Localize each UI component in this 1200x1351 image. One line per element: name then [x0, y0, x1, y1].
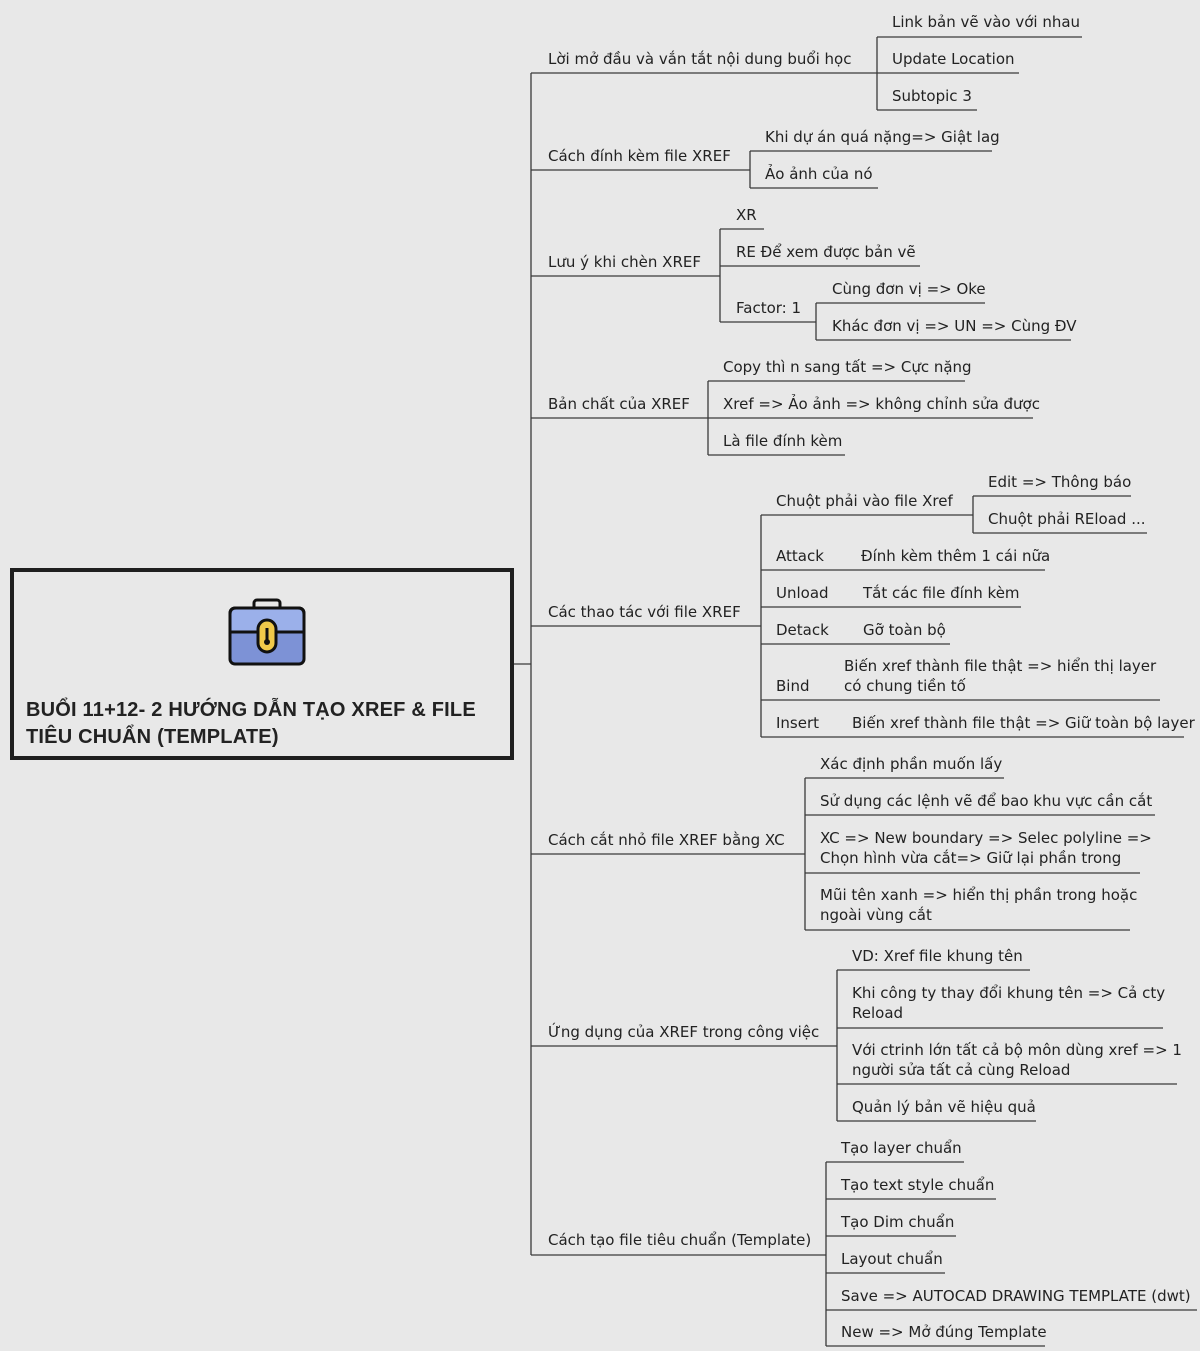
subtopic[interactable]: Quản lý bản vẽ hiệu quả — [852, 1098, 1036, 1116]
subtopic[interactable]: Layout chuẩn — [841, 1250, 943, 1268]
subtopic[interactable]: Ảo ảnh của nó — [765, 165, 873, 183]
subtopic[interactable]: Link bản vẽ vào với nhau — [892, 13, 1081, 31]
subtopic[interactable]: Cùng đơn vị => Oke — [832, 280, 986, 298]
branch-topic[interactable]: Cách tạo file tiêu chuẩn (Template) — [548, 1231, 812, 1249]
subtopic[interactable]: Xác định phần muốn lấy — [820, 755, 1003, 773]
branch-topic[interactable]: Cách đính kèm file XREF — [548, 147, 731, 165]
subtopic[interactable]: VD: Xref file khung tên — [852, 947, 1023, 965]
subtopic[interactable]: Tạo layer chuẩn — [841, 1139, 962, 1157]
subtopic[interactable]: Xref => Ảo ảnh => không chỉnh sửa được — [723, 395, 1040, 413]
subtopic[interactable]: Với ctrinh lớn tất cả bộ môn dùng xref => 1 — [852, 1041, 1182, 1059]
subtopic[interactable]: Bind — [776, 677, 810, 695]
subtopic[interactable]: Reload — [852, 1004, 904, 1022]
subtopic[interactable]: Edit => Thông báo — [988, 473, 1132, 491]
subtopic[interactable]: Update Location — [892, 50, 1015, 68]
central-topic-title: BUỔI 11+12- 2 HƯỚNG DẪN TẠO XREF & FILE TIÊU CHUẨN (TEMPLATE) — [26, 699, 476, 748]
branch-topic[interactable]: Lời mở đầu và vắn tắt nội dung buổi học — [548, 50, 852, 68]
subtopic[interactable]: có chung tiền tố — [844, 677, 966, 695]
subtopic[interactable]: New => Mở đúng Template — [841, 1323, 1047, 1341]
subtopic[interactable]: Tạo Dim chuẩn — [841, 1213, 955, 1231]
subtopic[interactable]: XC => New boundary => Selec polyline => — [820, 829, 1152, 847]
subtopic[interactable]: Sử dụng các lệnh vẽ để bao khu vực cần cắt — [820, 792, 1153, 810]
subtopic[interactable]: ngoài vùng cắt — [820, 906, 932, 924]
subtopic[interactable]: RE Để xem được bản vẽ — [736, 243, 916, 261]
branch-topic[interactable]: Ứng dụng của XREF trong công việc — [548, 1023, 820, 1041]
subtopic[interactable]: Biến xref thành file thật => hiển thị layer — [844, 657, 1157, 675]
subtopic[interactable]: Unload — [776, 584, 829, 602]
subtopic[interactable]: Chuột phải vào file Xref — [776, 492, 953, 510]
branch-topic[interactable]: Cách cắt nhỏ file XREF bằng XC — [548, 831, 785, 849]
subtopic[interactable]: Gỡ toàn bộ — [863, 621, 946, 639]
subtopic[interactable]: Attack — [776, 547, 824, 565]
branch-topic[interactable]: Bản chất của XREF — [548, 395, 690, 413]
subtopic[interactable]: Factor: 1 — [736, 299, 802, 317]
subtopic[interactable]: Đính kèm thêm 1 cái nữa — [861, 547, 1051, 565]
subtopic[interactable]: người sửa tất cả cùng Reload — [852, 1061, 1071, 1079]
subtopic[interactable]: Là file đính kèm — [723, 432, 843, 450]
subtopic[interactable]: Detack — [776, 621, 829, 639]
branch-topic[interactable]: Lưu ý khi chèn XREF — [548, 253, 701, 271]
subtopic[interactable]: Subtopic 3 — [892, 87, 972, 105]
subtopic[interactable]: Insert — [776, 714, 820, 732]
subtopic[interactable]: Tắt các file đính kèm — [863, 584, 1020, 602]
subtopic[interactable]: Chọn hình vừa cắt=> Giữ lại phần trong — [820, 849, 1122, 867]
branch-topic[interactable]: Các thao tác với file XREF — [548, 603, 741, 621]
subtopic[interactable]: Tạo text style chuẩn — [841, 1176, 995, 1194]
subtopic[interactable]: Mũi tên xanh => hiển thị phần trong hoặc — [820, 886, 1138, 904]
subtopic[interactable]: Chuột phải REload ... — [988, 510, 1146, 528]
subtopic[interactable]: XR — [736, 206, 757, 224]
subtopic[interactable]: Copy thì n sang tất => Cực nặng — [723, 358, 972, 376]
subtopic[interactable]: Save => AUTOCAD DRAWING TEMPLATE (dwt) — [841, 1287, 1191, 1305]
central-topic[interactable] — [10, 568, 514, 760]
subtopic[interactable]: Khác đơn vị => UN => Cùng ĐV — [832, 317, 1077, 335]
subtopic[interactable]: Khi công ty thay đổi khung tên => Cả cty — [852, 984, 1166, 1002]
subtopic[interactable]: Biến xref thành file thật => Giữ toàn bộ layer — [852, 714, 1195, 732]
briefcase-icon — [227, 598, 307, 668]
subtopic[interactable]: Khi dự án quá nặng=> Giật lag — [765, 128, 1000, 146]
